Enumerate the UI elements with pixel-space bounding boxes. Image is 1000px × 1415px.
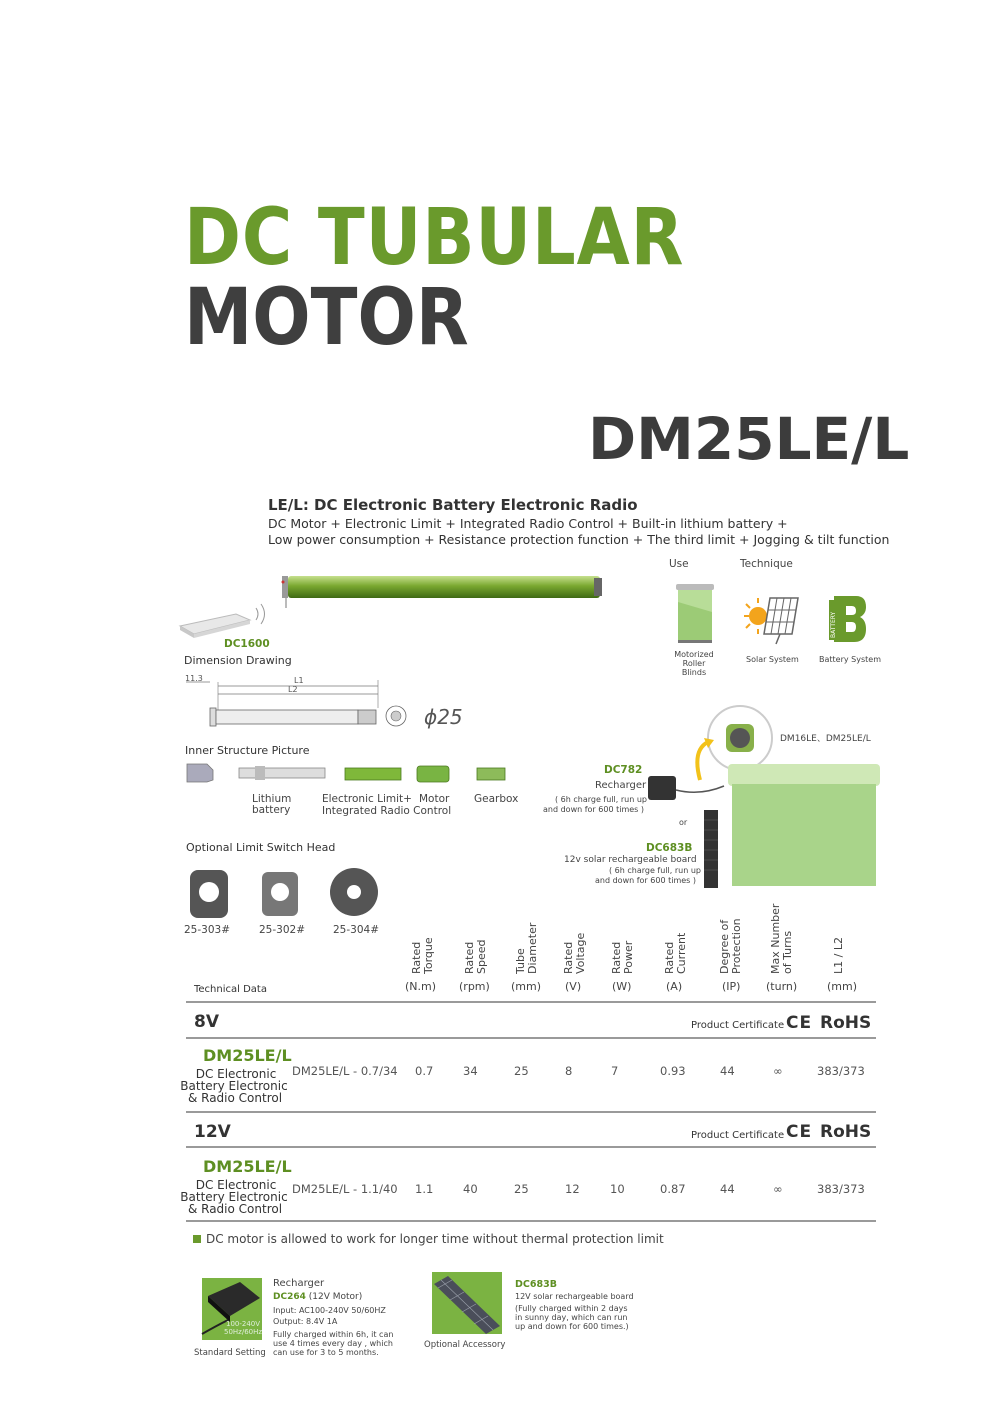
limit-head-304: 25-304# bbox=[333, 924, 379, 936]
row-variant: DM25LE/L - 0.7/34 bbox=[292, 1064, 398, 1078]
accessory-models-label: DM16LE、DM25LE/L bbox=[780, 734, 871, 744]
row-desc-line3: & Radio Control bbox=[187, 1202, 283, 1216]
or-label: or bbox=[679, 818, 688, 827]
bottom-solar-line1: (Fully charged within 2 days bbox=[515, 1304, 628, 1313]
recharger-input: Input: AC100-240V 50/60HZ bbox=[273, 1306, 386, 1315]
battery-icon-text: BATTERY bbox=[830, 611, 837, 638]
inner-part-motor: Motor bbox=[419, 793, 450, 805]
dimension-d1: 11.3 bbox=[185, 674, 203, 683]
ce-mark: CE bbox=[786, 1122, 813, 1142]
table-divider bbox=[186, 1111, 876, 1113]
technique-label: Technique bbox=[740, 558, 793, 570]
dimension-l2: L2 bbox=[288, 685, 298, 694]
remote-control-image bbox=[176, 598, 272, 642]
roller-blinds-label: Motorized Roller Blinds bbox=[674, 650, 714, 677]
header-speed-1: Rated bbox=[463, 941, 476, 974]
adapter-image bbox=[196, 1276, 270, 1344]
header-current-2: Current bbox=[675, 932, 688, 974]
technical-data-label: Technical Data bbox=[194, 984, 267, 995]
cell-power: 10 bbox=[610, 1182, 625, 1196]
solar-board-name: 12v solar rechargeable board bbox=[564, 855, 697, 865]
bottom-solar-line2: in sunny day, which can run bbox=[515, 1313, 628, 1322]
header-speed-2: Speed bbox=[475, 939, 488, 974]
cell-voltage: 8 bbox=[565, 1064, 573, 1078]
header-power-1: Rated bbox=[610, 941, 623, 974]
standard-setting-label: Standard Setting bbox=[194, 1348, 266, 1358]
row-variant: DM25LE/L - 1.1/40 bbox=[292, 1182, 398, 1196]
bottom-recharger-model-line bbox=[273, 1292, 362, 1302]
cell-power: 7 bbox=[611, 1064, 619, 1078]
cell-length: 383/373 bbox=[817, 1182, 865, 1196]
limit-head-title: Optional Limit Switch Head bbox=[186, 841, 336, 854]
bottom-solar-model: DC683B bbox=[515, 1279, 557, 1290]
product-certificate-label: Product Certificate bbox=[691, 1130, 785, 1141]
motor-tube-image bbox=[278, 570, 608, 610]
limit-heads-image bbox=[186, 866, 386, 922]
voltage-12v: 12V bbox=[194, 1122, 231, 1142]
row-model-name: DM25LE/L bbox=[203, 1046, 292, 1065]
row-desc-line2: Battery Electronic bbox=[180, 1079, 288, 1093]
recharger-charge-line3: can use for 3 to 5 months. bbox=[273, 1348, 379, 1357]
unit-tube: (mm) bbox=[511, 980, 542, 993]
cell-turns: ∞ bbox=[773, 1182, 783, 1196]
dimension-title: Dimension Drawing bbox=[184, 654, 292, 667]
note-bullet bbox=[193, 1235, 201, 1243]
recharger-model: DC782 bbox=[604, 764, 643, 776]
battery-icon bbox=[826, 594, 868, 644]
recharger-note-line1: ( 6h charge full, run up bbox=[555, 795, 647, 804]
cell-voltage: 12 bbox=[565, 1182, 580, 1196]
optional-accessory-label: Optional Accessory bbox=[424, 1340, 506, 1350]
battery-label: Battery System bbox=[819, 655, 881, 664]
solar-board-image bbox=[428, 1270, 504, 1336]
description-line2: Low power consumption + Resistance protection function + The third limit + Jogging & tilt function bbox=[268, 532, 890, 547]
bottom-recharger-model: DC264 bbox=[273, 1292, 306, 1302]
dimension-drawing bbox=[184, 672, 484, 736]
cell-current: 0.93 bbox=[660, 1064, 686, 1078]
limit-head-302: 25-302# bbox=[259, 924, 305, 936]
unit-current: (A) bbox=[666, 980, 683, 993]
cell-torque: 0.7 bbox=[415, 1064, 434, 1078]
recharger-charge-line2: use 4 times every day , which bbox=[273, 1339, 393, 1348]
table-divider bbox=[186, 1001, 876, 1003]
unit-power: (W) bbox=[612, 980, 632, 993]
inner-part-limit: Electronic Limit+ bbox=[322, 793, 412, 805]
unit-speed: (rpm) bbox=[459, 980, 490, 993]
bottom-recharger-title: Recharger bbox=[273, 1278, 325, 1289]
rohs-mark: RoHS bbox=[820, 1013, 872, 1033]
dimension-l1: L1 bbox=[294, 676, 304, 685]
header-turns-1: Max Number bbox=[769, 903, 782, 974]
unit-protection: (IP) bbox=[722, 980, 741, 993]
table-divider bbox=[186, 1146, 876, 1148]
cell-turns: ∞ bbox=[773, 1064, 783, 1078]
cell-tube: 25 bbox=[514, 1182, 529, 1196]
row-desc-line2: Battery Electronic bbox=[180, 1190, 288, 1204]
recharger-charge-line1: Fully charged within 6h, it can bbox=[273, 1330, 394, 1339]
header-turns-2: of Turns bbox=[781, 930, 794, 974]
cell-protection: 44 bbox=[720, 1064, 735, 1078]
inner-part-gearbox: Gearbox bbox=[474, 793, 519, 805]
inner-structure-title: Inner Structure Picture bbox=[185, 744, 310, 757]
row-desc-line3: & Radio Control bbox=[187, 1091, 283, 1105]
inner-structure-image bbox=[185, 760, 525, 790]
ce-mark: CE bbox=[786, 1013, 813, 1033]
unit-torque: (N.m) bbox=[405, 980, 437, 993]
voltage-8v: 8V bbox=[194, 1012, 219, 1032]
table-divider bbox=[186, 1037, 876, 1039]
header-protection-1: Degree of bbox=[718, 919, 731, 974]
cell-protection: 44 bbox=[720, 1182, 735, 1196]
description-line1: DC Motor + Electronic Limit + Integrated Radio Control + Built-in lithium battery + bbox=[268, 516, 788, 531]
row-model-name: DM25LE/L bbox=[203, 1157, 292, 1176]
inner-part-battery: battery bbox=[252, 804, 291, 816]
table-divider bbox=[186, 1220, 876, 1222]
solar-board-note-line1: ( 6h charge full, run up bbox=[609, 866, 701, 875]
cell-speed: 40 bbox=[463, 1182, 478, 1196]
header-current-1: Rated bbox=[663, 941, 676, 974]
recharger-output: Output: 8.4V 1A bbox=[273, 1317, 338, 1326]
header-voltage-2: Voltage bbox=[574, 932, 587, 974]
header-length-1: L1 / L2 bbox=[832, 937, 845, 974]
recharger-name: Recharger bbox=[595, 780, 647, 791]
row-desc-line1: DC Electronic bbox=[195, 1067, 277, 1081]
bottom-recharger-model-suffix: (12V Motor) bbox=[308, 1292, 363, 1302]
header-voltage-1: Rated bbox=[562, 941, 575, 974]
cell-current: 0.87 bbox=[660, 1182, 686, 1196]
use-label: Use bbox=[669, 558, 689, 570]
row-desc-line1: DC Electronic bbox=[195, 1178, 277, 1192]
cell-length: 383/373 bbox=[817, 1064, 865, 1078]
inner-part-radio: Integrated Radio Control bbox=[322, 805, 452, 817]
product-subtitle: LE/L: DC Electronic Battery Electronic Radio bbox=[268, 496, 638, 514]
header-protection-2: Protection bbox=[730, 918, 743, 974]
header-tube-1: Tube bbox=[514, 948, 527, 974]
solar-board-note-line2: and down for 600 times ) bbox=[595, 876, 696, 885]
inner-part-lithium: Lithium bbox=[252, 793, 292, 805]
cell-speed: 34 bbox=[463, 1064, 478, 1078]
header-power-2: Power bbox=[622, 940, 635, 974]
cell-torque: 1.1 bbox=[415, 1182, 434, 1196]
header-tube-2: Diameter bbox=[526, 922, 539, 974]
remote-label: DC1600 bbox=[224, 638, 270, 650]
recharger-note-line2: and down for 600 times ) bbox=[543, 805, 644, 814]
dimension-diameter: ϕ25 bbox=[424, 705, 463, 729]
adapter-text-line1: 100-240V bbox=[226, 1320, 261, 1328]
page-title-line1: DC TUBULAR bbox=[184, 193, 685, 283]
solar-label: Solar System bbox=[746, 655, 799, 664]
roller-blind-icon bbox=[674, 582, 716, 644]
unit-length: (mm) bbox=[827, 980, 858, 993]
unit-turns: (turn) bbox=[766, 980, 798, 993]
thermal-note: DC motor is allowed to work for longer time without thermal protection limit bbox=[206, 1232, 664, 1246]
page-title-line2: MOTOR bbox=[184, 273, 469, 363]
header-torque-2: Torque bbox=[422, 937, 435, 974]
adapter-text-line2: 50Hz/60Hz bbox=[224, 1328, 263, 1336]
cell-tube: 25 bbox=[514, 1064, 529, 1078]
bottom-solar-name: 12V solar rechargeable board bbox=[515, 1292, 634, 1301]
product-certificate-label: Product Certificate bbox=[691, 1020, 785, 1031]
model-title: DM25LE/L bbox=[588, 405, 910, 473]
unit-voltage: (V) bbox=[565, 980, 582, 993]
limit-head-303: 25-303# bbox=[184, 924, 230, 936]
rohs-mark: RoHS bbox=[820, 1122, 872, 1142]
bottom-solar-line3: up and down for 600 times.) bbox=[515, 1322, 629, 1331]
header-torque-1: Rated bbox=[410, 941, 423, 974]
solar-board-model: DC683B bbox=[646, 842, 693, 854]
solar-icon bbox=[742, 594, 800, 646]
